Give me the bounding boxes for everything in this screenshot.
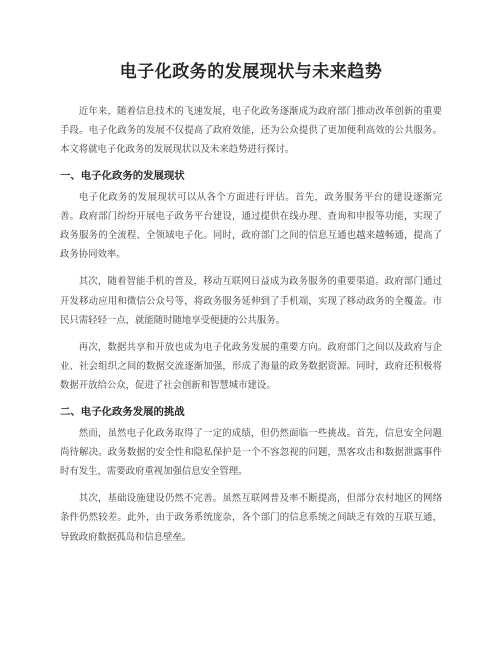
section-heading-challenges: 二、电子化政务发展的挑战 <box>60 405 185 418</box>
page-title: 电子化政务的发展现状与未来趋势 <box>119 62 383 82</box>
intro-paragraph: 近年来，随着信息技术的飞速发展，电子化政务逐渐成为政府部门推动改革创新的重要手段。电子化政务的发展不仅提高了政府效能，还为公众提供了更加便利高效的公共服务。本文将就电子化政务的发展现状以及未来趋势进行探讨。 <box>60 106 442 156</box>
section-heading-status: 一、电子化政务的发展现状 <box>60 169 185 182</box>
section2-paragraph-1: 然而，虽然电子化政务取得了一定的成绩，但仍然面临一些挑战。首先，信息安全问题尚待解决。政务数据的安全性和隐私保护是一个不容忽视的问题，黑客攻击和数据泄露事件时有发生，需要政府重视加强信息安全管理。 <box>60 427 442 478</box>
section1-paragraph-1: 电子化政务的发展现状可以从各个方面进行评估。首先，政务服务平台的建设逐渐完善。政府部门纷纷开展电子政务平台建设，通过提供在线办理、查询和申报等功能，实现了政务服务的全流程、全领域电子化。同时，政府部门之间的信息互通也越来越畅通，提高了政务协同效率。 <box>60 191 442 261</box>
section2-paragraph-2: 其次，基础设施建设仍然不完善。虽然互联网普及率不断提高，但部分农村地区的网络条件仍然较差。此外，由于政务系统庞杂，各个部门的信息系统之间缺乏有效的互联互通，导致政府数据孤岛和信息壁垒。 <box>60 493 442 543</box>
section1-paragraph-2: 其次，随着智能手机的普及，移动互联网日益成为政务服务的重要渠道。政府部门通过开发移动应用和微信公众号等，将政务服务延伸到了手机端，实现了移动政务的全覆盖。市民只需轻轻一点，就能随时随地享受便捷的公共服务。 <box>60 276 442 326</box>
section1-paragraph-3: 再次，数据共享和开放也成为电子化政务发展的重要方向。政府部门之间以及政府与企业、社会组织之间的数据交流逐渐加强，形成了海量的政务数据资源。同时，政府还积极将数据开放给公众，促进了社会创新和智慧城市建设。 <box>60 342 442 392</box>
